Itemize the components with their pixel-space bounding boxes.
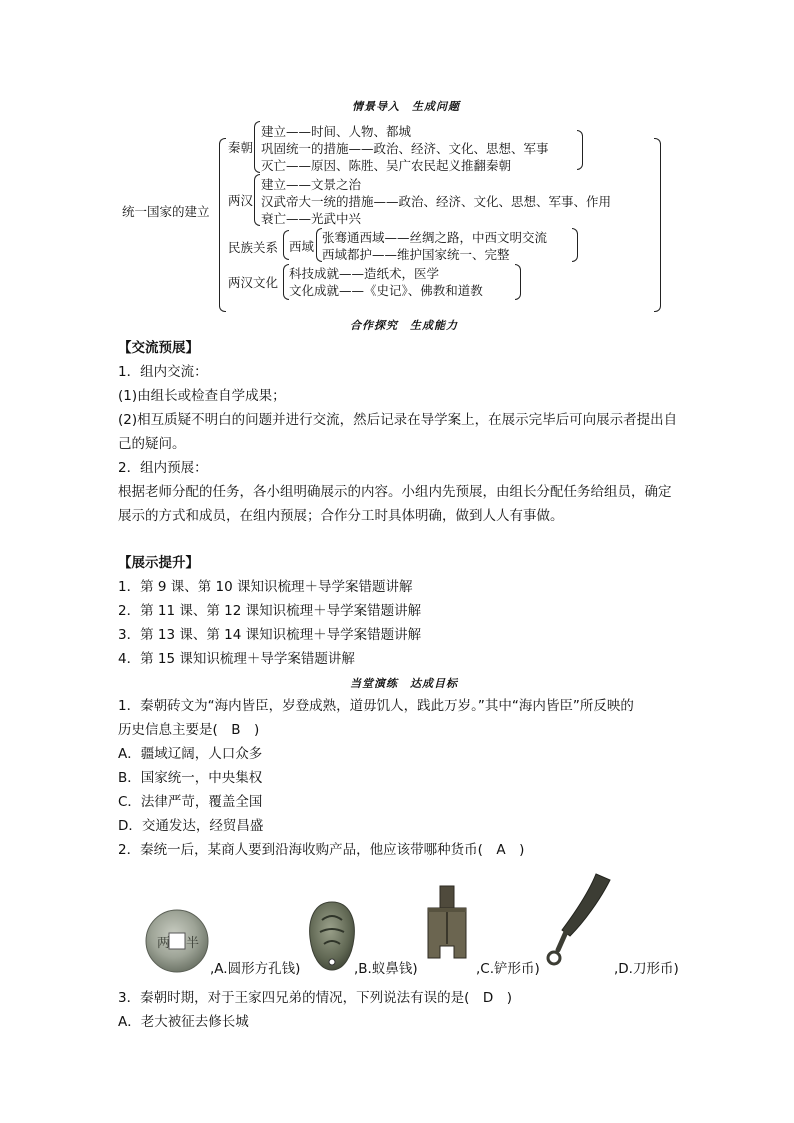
mindmap-han-item: 衰亡——光武中兴 bbox=[261, 211, 362, 226]
mindmap-culture-label: 两汉文化 bbox=[228, 275, 279, 290]
spade-coin-image bbox=[418, 884, 476, 970]
round-square-hole-coin-image bbox=[144, 908, 210, 974]
coin-inscription-right: 半 bbox=[186, 936, 200, 951]
mindmap-han-label: 两汉 bbox=[228, 193, 254, 208]
mindmap-qin-brace-right bbox=[577, 130, 583, 170]
mindmap-han-item: 汉武帝大一统的措施——政治、经济、文化、思想、军事、作用 bbox=[261, 194, 612, 209]
section-heading-intro: 情景导入 生成问题 bbox=[352, 100, 460, 113]
mindmap-qin-brace-left bbox=[254, 121, 260, 173]
section-heading-coop: 合作探究 生成能力 bbox=[350, 319, 458, 332]
mindmap-culture-item: 文化成就——《史记》、佛教和道教 bbox=[289, 283, 483, 298]
exchange-subitem: (2)相互质疑不明白的问题并进行交流，然后记录在导学案上，在展示完毕后可向展示者提出自 bbox=[118, 412, 678, 428]
mindmap-culture-item: 科技成就——造纸术，医学 bbox=[289, 266, 440, 281]
section-heading-practice: 当堂演练 达成目标 bbox=[350, 677, 458, 690]
question-1-option: C．法律严苛，覆盖全国 bbox=[118, 794, 263, 810]
question-1-stem-cont: 历史信息主要是( B ) bbox=[118, 722, 260, 738]
question-1-option: D．交通发达，经贸昌盛 bbox=[118, 818, 264, 834]
question-1-option: B．国家统一，中央集权 bbox=[118, 770, 263, 786]
coin-inscription-left: 两 bbox=[157, 936, 171, 951]
showcase-item: 3．第 13 课、第 14 课知识梳理＋导学案错题讲解 bbox=[118, 627, 422, 643]
question-3-stem: 3．秦朝时期，对于王家四兄弟的情况，下列说法有误的是( D ) bbox=[118, 990, 513, 1006]
question-1-option: A．疆域辽阔，人口众多 bbox=[118, 746, 263, 762]
mindmap-han-brace-left bbox=[254, 174, 260, 226]
showcase-item: 1．第 9 课、第 10 课知识梳理＋导学案错题讲解 bbox=[118, 579, 413, 595]
showcase-item: 4．第 15 课知识梳理＋导学案错题讲解 bbox=[118, 651, 355, 667]
question-2-option: ,A.圆形方孔钱) bbox=[210, 961, 301, 977]
exchange-subitem: (1)由组长或检查自学成果； bbox=[118, 388, 286, 404]
question-2-stem: 2．秦统一后，某商人要到沿海收购产品，他应该带哪种货币( A ) bbox=[118, 842, 525, 858]
showcase-title: 【展示提升】 bbox=[118, 555, 199, 571]
mindmap-han-item: 建立——文景之治 bbox=[261, 177, 362, 192]
mindmap-root-brace-left bbox=[219, 138, 226, 312]
mindmap-qin-label: 秦朝 bbox=[228, 140, 254, 155]
exchange-paragraph-cont: 展示的方式和成员，在组内预展；合作分工时具体明确，做到人人有事做。 bbox=[118, 508, 564, 524]
mindmap-ethnic-item: 西域都护——维护国家统一、完整 bbox=[322, 247, 510, 262]
mindmap-root: 统一国家的建立 bbox=[122, 204, 210, 219]
exchange-title: 【交流预展】 bbox=[118, 340, 199, 356]
exchange-item: 1．组内交流： bbox=[118, 364, 208, 380]
mindmap-root-brace-right bbox=[654, 138, 661, 312]
question-3-option: A．老大被征去修长城 bbox=[118, 1014, 249, 1030]
question-2-option: ,D.刀形币) bbox=[614, 961, 679, 977]
question-2-option: ,B.蚁鼻钱) bbox=[354, 961, 418, 977]
knife-coin-image bbox=[534, 870, 614, 974]
mindmap-qin-item: 建立——时间、人物、都城 bbox=[261, 124, 412, 139]
question-1-stem: 1．秦朝砖文为“海内皆臣，岁登成熟，道毋饥人，践此万岁。”其中“海内皆臣”所反映的 bbox=[118, 698, 634, 714]
exchange-item: 2．组内预展： bbox=[118, 460, 208, 476]
mindmap-qin-item: 巩固统一的措施——政治、经济、文化、思想、军事 bbox=[261, 141, 549, 156]
mindmap-qin-item: 灭亡——原因、陈胜、吴广农民起义推翻秦朝 bbox=[261, 158, 512, 173]
mindmap-culture-brace-right bbox=[515, 264, 521, 300]
question-2-option: ,C.铲形币) bbox=[476, 961, 540, 977]
showcase-item: 2．第 11 课、第 12 课知识梳理＋导学案错题讲解 bbox=[118, 603, 422, 619]
mindmap-xiyu-brace-right bbox=[572, 228, 578, 262]
mindmap-ethnic-sublabel: 西域 bbox=[289, 239, 315, 254]
exchange-paragraph: 根据老师分配的任务，各小组明确展示的内容。小组内先预展，由组长分配任务给组员，确定 bbox=[118, 484, 672, 500]
ant-nose-coin-image bbox=[304, 898, 360, 974]
mindmap-ethnic-item: 张骞通西域——丝绸之路，中西文明交流 bbox=[322, 230, 548, 245]
exchange-subitem-cont: 己的疑问。 bbox=[118, 436, 186, 452]
mindmap-ethnic-label: 民族关系 bbox=[228, 240, 279, 255]
